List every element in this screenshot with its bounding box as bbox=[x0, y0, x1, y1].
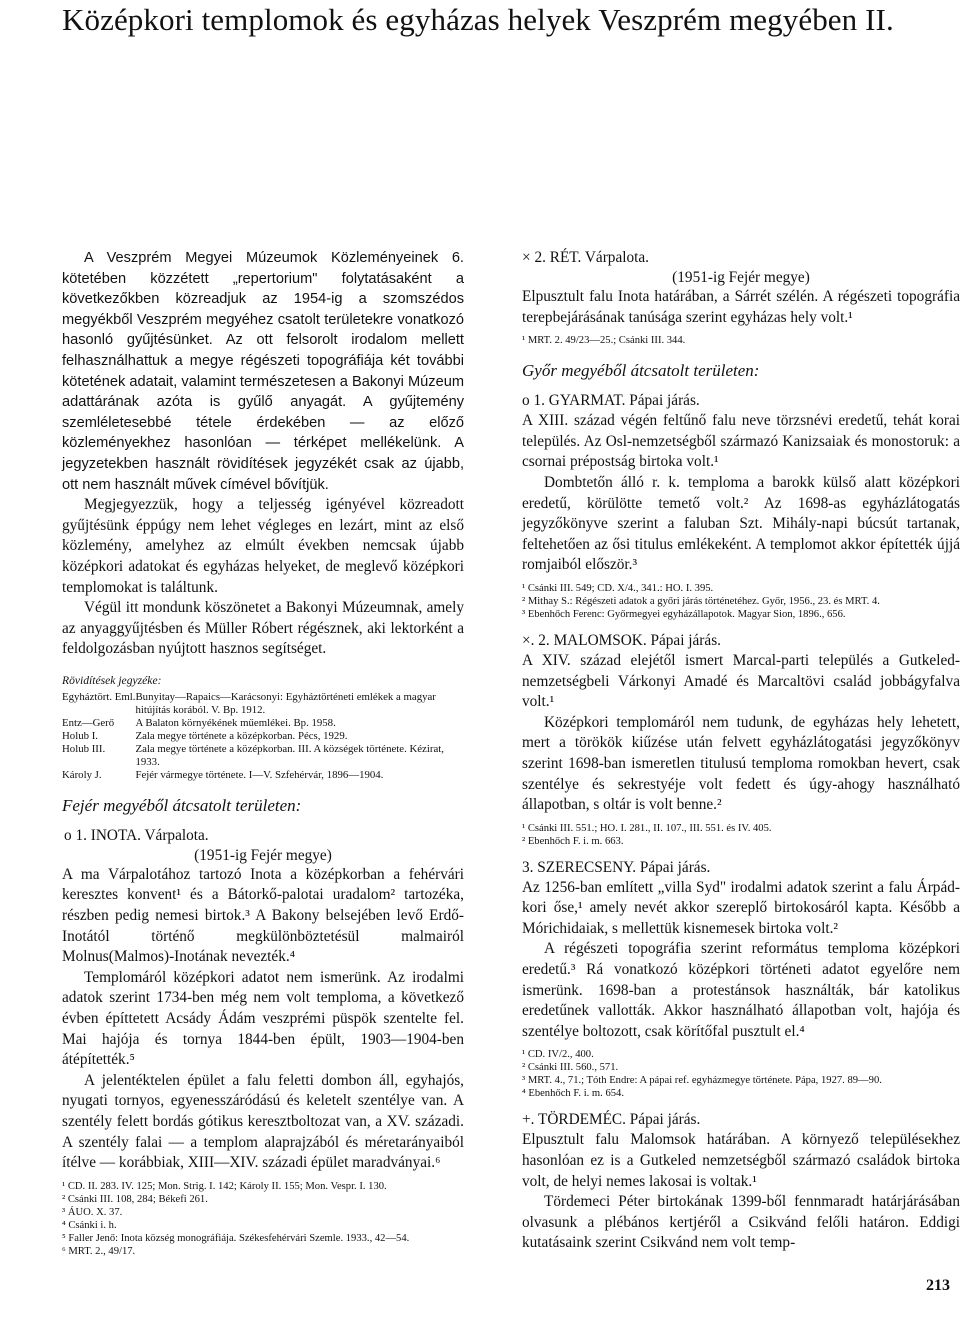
entry-paragraph: A XIII. század végén feltűnő falu neve törzsnévi eredetű, tehát korai település. Az Osl-nemzetségből származó Kanizsaiak és monostoruk: a csornai prépostság birtoka volt.¹ bbox=[522, 412, 960, 471]
right-column bbox=[522, 248, 960, 1254]
footnotes-ret bbox=[522, 334, 960, 347]
abbreviation-row bbox=[62, 717, 464, 730]
footnote: ⁴ Ebenhőch F. i. m. 654. bbox=[522, 1088, 625, 1100]
abbreviation-key: Károly J. bbox=[62, 768, 102, 781]
footnotes-gyarmat bbox=[522, 582, 960, 621]
entry-paragraph: Templomáról középkori adatot nem ismerünk. Az irodalmi adatok szerint 1734-ben még nem volt temploma, a következő évben építtetett Acsády Ádám veszprémi püspök szentelte fel. Mai hajója és tornya 1844-ben épült, 1903—1904-ben átépítették.⁵ bbox=[62, 968, 464, 1069]
footnote: ² Mithay S.: Régészeti adatok a győri járás történetéhez. Győr, 1956., 23. és MRT. 4. bbox=[522, 595, 880, 607]
intro-paragraph: Végül itt mondunk köszönetet a Bakonyi Múzeumnak, amely az anyaggyűjtésben és Müller Róbert régésznek, aki lektorként a feldolgozásban nyújtott hasznos segítséget. bbox=[62, 599, 464, 658]
footnote: ⁴ Csánki i. h. bbox=[62, 1219, 117, 1231]
abbreviation-row bbox=[62, 691, 464, 717]
abbreviation-value: Zala megye története a középkorban. Pécs, 1929. bbox=[135, 729, 348, 742]
abbreviation-value: A Balaton környékének műemlékei. Bp. 1958. bbox=[135, 716, 336, 729]
entry-paragraph: A régészeti topográfia szerint református temploma középkori eredetű.³ Rá vonatkozó középkori történeti adatot egyelőre nem ismerünk. 1698-ban a protestánsok használták, bár katolikus eredetűnek vallották. Akkor használható állapotban volt, hajója és szentélye boltozott, csak körítőfal pusztult el.⁴ bbox=[522, 940, 960, 1040]
abbreviation-value: Zala megye története a középkorban. III. A községek története. Kézirat, 1933. bbox=[135, 742, 444, 768]
footnote: ³ Ebenhőch Ferenc: Győrmegyei egyházállapotok. Magyar Sion, 1896., 656. bbox=[522, 608, 846, 620]
intro-paragraph: Megjegyezzük, hogy a teljesség igényével közreadott gyűjtésünk éppúgy nem lehet végleges en lezárt, mint az első közlemény, amelyhez az elmúlt években nemcsak újabb középkori adatokat és egyházas helyeket, de meglevő középkori templomokat is találtunk. bbox=[62, 496, 464, 596]
footnote: ¹ Csánki III. 551.; HO. I. 281., II. 107., III. 551. és IV. 405. bbox=[522, 822, 772, 834]
section-heading-fejer: Fejér megyéből átcsatolt területen: bbox=[62, 795, 302, 815]
footnote: ³ MRT. 4., 71.; Tóth Endre: A pápai ref. egyházmegye története. Pápa, 1927. 89—90. bbox=[522, 1075, 882, 1087]
footnote: ¹ Csánki III. 549; CD. X/4., 341.: HO. I. 395. bbox=[522, 582, 714, 594]
entry-paragraph: Elpusztult falu Malomsok határában. A környező településekhez hasonlóan ez is a Gutkeled nemzetségből származó családok birtoka volt, de helyi nemes lakosai is voltak.¹ bbox=[522, 1131, 960, 1190]
footnotes-malomsok bbox=[522, 822, 960, 848]
entry-paragraph: Dombtetőn álló r. k. temploma a barokk külső alatt középkori eredetű, körülötte temető volt.² Az 1698-as egyházlátogatás jegyzőkönyve szerint a faluban Szt. Mihály-napi búcsút tartanak, feltehetően az ősi titulus emlékeként. A templomot akkor építették újjá romjaiból először.³ bbox=[522, 473, 960, 574]
abbreviation-key: Entz—Gerő bbox=[62, 716, 115, 729]
entry-heading-malomsok: ×. 2. MALOMSOK. Pápai járás. bbox=[522, 631, 721, 649]
entry-paragraph: Tördemeci Péter birtokának 1399-ből fennmaradt határjárásában olvasunk a plébános kertjéről a Csikvánd felőli határon. Eddigi kutatásaink szerint Csikvánd nem volt temp- bbox=[522, 1193, 960, 1252]
entry-heading-szerecseny: 3. SZERECSENY. Pápai járás. bbox=[522, 858, 711, 876]
entry-heading-gyarmat: o 1. GYARMAT. Pápai járás. bbox=[522, 392, 700, 410]
footnote: ¹ MRT. 2. 49/23—25.; Csánki III. 344. bbox=[522, 335, 686, 347]
entry-paragraph: Elpusztult falu Inota határában, a Sárrét szélén. A régészeti topográfia terepbejárásának tanúsága szerint egyházas hely volt.¹ bbox=[522, 288, 960, 326]
entry-paragraph: A jelentéktelen épület a falu feletti dombon áll, egyhajós, nyugati tornyos, egyenesszáródású és keletelt szentélye van. A szentély felett bordás gótikus keresztboltozat van, a XV. századi. A szentély falai — a templom alaprajzából és méretarányaiból ítélve — korábbiak, XIII—XIV. századi épület maradványai.⁶ bbox=[62, 1071, 464, 1172]
footnote: ⁶ MRT. 2., 49/17. bbox=[62, 1245, 136, 1257]
footnote: ¹ CD. IV/2., 400. bbox=[522, 1049, 594, 1061]
abbreviation-value: Bunyitay—Rapaics—Karácsonyi: Egyháztörténeti emlékek a magyar hitújítás korából. V. Bp. 1912. bbox=[135, 690, 436, 716]
abbreviation-key: Holub I. bbox=[62, 729, 98, 742]
abbreviations-table bbox=[62, 691, 464, 782]
entry-paragraph: A XIV. század elejétől ismert Marcal-parti település a Gutkeled-nemzetségbeli Várkonyi Amadé és Marcaltövi család jobbágyfalva volt.¹ bbox=[522, 651, 960, 711]
footnote: ² Ebenhőch F. i. m. 663. bbox=[522, 835, 624, 847]
footnote: ² Csánki III. 560., 571. bbox=[522, 1062, 619, 1074]
entry-subheading-inota: (1951-ig Fejér megye) bbox=[194, 846, 332, 864]
footnote: ³ ÁUO. X. 37. bbox=[62, 1206, 123, 1218]
footnote: ² Csánki III. 108, 284; Békefi 261. bbox=[62, 1193, 208, 1205]
footnotes-szerecseny bbox=[522, 1048, 960, 1100]
abbreviation-row bbox=[62, 769, 464, 782]
entry-subheading-ret: (1951-ig Fejér megye) bbox=[672, 269, 810, 286]
entry-paragraph: Középkori templomáról nem tudunk, de egyházas hely lehetett, mert a törökök kiűzése után felvett egyházlátogatási jegyzőkönyv szerint 1698-ban ismeretlen titulusú temploma romokban hevert, csak szentélye és sekrestyéje volt fedett és úgy-ahogy használható állapotban, s oltár is volt benne.² bbox=[522, 713, 960, 814]
page-number: 213 bbox=[926, 1277, 950, 1294]
abbreviations-heading: Rövidítések jegyzéke: bbox=[62, 673, 162, 687]
section-heading-gyor: Győr megyéből átcsatolt területen: bbox=[522, 361, 760, 381]
abbreviation-key: Egyháztört. Eml. bbox=[62, 690, 136, 703]
footnote: ⁵ Faller Jenő: Inota község monográfiája. Székesfehérvári Szemle. 1933., 42—54. bbox=[62, 1232, 410, 1244]
entry-paragraph: Az 1256-ban említett „villa Syd" irodalmi adatok szerint a falu Árpád-kori őse,¹ amely nevét akkor szereplő birtokosáról kapta. Később a Mórichidaiak, s mellettük kisnemesek birtoka volt.² bbox=[522, 878, 960, 937]
entry-heading-ret: × 2. RÉT. Várpalota. bbox=[522, 249, 650, 266]
page-title: Középkori templomok és egyházas helyek Veszprém megyében II. bbox=[62, 2, 894, 37]
left-column bbox=[62, 248, 464, 1258]
entry-heading-tordemec: +. TÖRDEMÉC. Pápai járás. bbox=[522, 1111, 701, 1129]
abbreviation-value: Fejér vármegye története. I—V. Szfehérvár, 1896—1904. bbox=[135, 768, 384, 781]
abbreviation-row bbox=[62, 743, 464, 769]
abbreviation-row bbox=[62, 730, 464, 743]
abbreviation-key: Holub III. bbox=[62, 742, 106, 755]
entry-paragraph: A ma Várpalotához tartozó Inota a középkorban a fehérvári keresztes konvent¹ és a Bátorkő-palotai uradalom² tartozéka, részben pedig nemesi birtok.³ A Bakony belsejében levő Erdő-Inotától történő megkülönböztetésül malmairól Molnus(Malmos)-Inotának nevezték.⁴ bbox=[62, 865, 464, 966]
intro-paragraph: A Veszprém Megyei Múzeumok Közleményeinek 6. kötetében közzétett „repertorium" folytatásaként a következőkben közreadjuk az 1954-ig a szomszédos megyékből Veszprém megyéhez csatolt területekre vonatkozó hasonló gyűjtésünket. Az ott felsorolt irodalom mellett felhasználhattuk a megye régészeti topográfiája két további kötetének adatait, valamint természetesen a Bakonyi Múzeum adattárának azóta is gyűlő anyagát. A gyűjtemény szemléletesebbé tétele érdekében — az előző közleményekhez hasonlóan — térképet mellékelünk. A jegyzetekben használt rövidítések jegyzékét csak az újabb, ott nem használt művek címével bővítjük. bbox=[62, 250, 464, 493]
footnote: ¹ CD. II. 283. IV. 125; Mon. Strig. I. 142; Károly II. 155; Mon. Vespr. I. 130. bbox=[62, 1180, 387, 1192]
entry-heading-inota: o 1. INOTA. Várpalota. bbox=[64, 826, 209, 844]
footnotes-inota bbox=[62, 1180, 464, 1258]
